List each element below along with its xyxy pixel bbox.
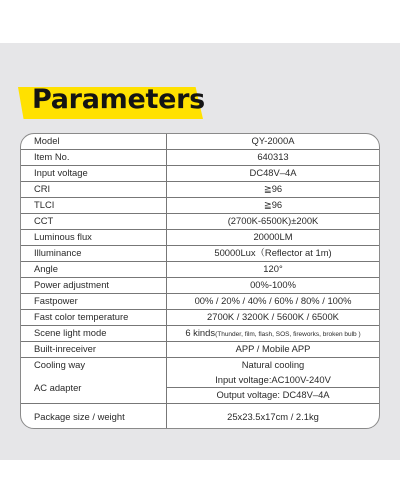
row-label: TLCI <box>21 198 167 214</box>
row-value <box>167 134 380 150</box>
table-row-ac-adapter <box>21 373 379 388</box>
table-row <box>21 278 379 294</box>
row-value <box>167 326 380 342</box>
ac-output-value: Output voltage: DC48V–4A <box>167 388 380 404</box>
row-value-text: 20000LM <box>253 231 293 243</box>
table-row <box>21 134 379 150</box>
row-label: Fastpower <box>21 294 167 310</box>
title-banner <box>18 84 205 119</box>
row-label: Model <box>21 134 167 150</box>
table-row <box>21 294 379 310</box>
table-row <box>21 230 379 246</box>
table-row <box>21 262 379 278</box>
row-label: CRI <box>21 182 167 198</box>
table-row <box>21 326 379 342</box>
row-label: Built-inreceiver <box>21 342 167 358</box>
row-value: 25x23.5x17cm / 2.1kg <box>227 410 319 422</box>
row-label: Input voltage <box>21 166 167 182</box>
table-row <box>21 150 379 166</box>
row-value-text: 2700K / 3200K / 5600K / 6500K <box>207 311 339 323</box>
table-row <box>21 166 379 182</box>
row-value-text: 6 kinds <box>185 327 216 339</box>
row-value-text: (2700K-6500K)±200K <box>227 215 319 227</box>
row-value <box>167 230 380 246</box>
parameters-table-card <box>20 133 380 429</box>
table-row <box>21 342 379 358</box>
row-value <box>167 342 380 358</box>
row-label: Package size / weight <box>21 404 167 430</box>
row-value-text: ≧96 <box>263 183 283 195</box>
row-value-text: 00%-100% <box>250 279 296 291</box>
parameters-table <box>21 134 379 429</box>
row-label: Item No. <box>21 150 167 166</box>
row-value <box>167 278 380 294</box>
row-label: Cooling way <box>21 358 167 374</box>
row-value-text: 640313 <box>257 151 289 163</box>
table-row <box>21 358 379 374</box>
row-label: Fast color temperature <box>21 310 167 326</box>
row-value-text: DC48V–4A <box>249 167 297 179</box>
row-value-text: ≧96 <box>263 199 283 211</box>
row-label: Scene light mode <box>21 326 167 342</box>
table-row-package <box>21 404 379 430</box>
page-title: Parameters <box>32 84 205 115</box>
row-value-text: APP / Mobile APP <box>235 343 311 355</box>
table-row <box>21 310 379 326</box>
row-value <box>167 358 380 374</box>
row-label: Luminous flux <box>21 230 167 246</box>
ac-input-value: Input voltage:AC100V-240V <box>167 373 380 388</box>
table-row <box>21 246 379 262</box>
row-value-text: 50000Lux（Reflector at 1m) <box>214 247 332 259</box>
table-row <box>21 198 379 214</box>
row-label: CCT <box>21 214 167 230</box>
row-label: Power adjustment <box>21 278 167 294</box>
row-value <box>167 166 380 182</box>
row-value-note: (Thunder, film, flash, SOS, fireworks, broken bulb ) <box>215 331 361 339</box>
row-value <box>167 262 380 278</box>
row-value <box>167 310 380 326</box>
table-row <box>21 182 379 198</box>
row-value <box>167 198 380 214</box>
row-value <box>167 246 380 262</box>
row-value <box>167 150 380 166</box>
row-value <box>167 182 380 198</box>
row-label: Illuminance <box>21 246 167 262</box>
row-value-text: 00% / 20% / 40% / 60% / 80% / 100% <box>194 295 352 307</box>
row-value <box>167 294 380 310</box>
row-value-text: 120° <box>263 263 283 275</box>
row-label: Angle <box>21 262 167 278</box>
table-row <box>21 214 379 230</box>
row-value <box>167 214 380 230</box>
row-value-text: Natural cooling <box>241 359 305 371</box>
row-value-text: QY-2000A <box>251 135 295 147</box>
row-label: AC adapter <box>21 373 167 404</box>
